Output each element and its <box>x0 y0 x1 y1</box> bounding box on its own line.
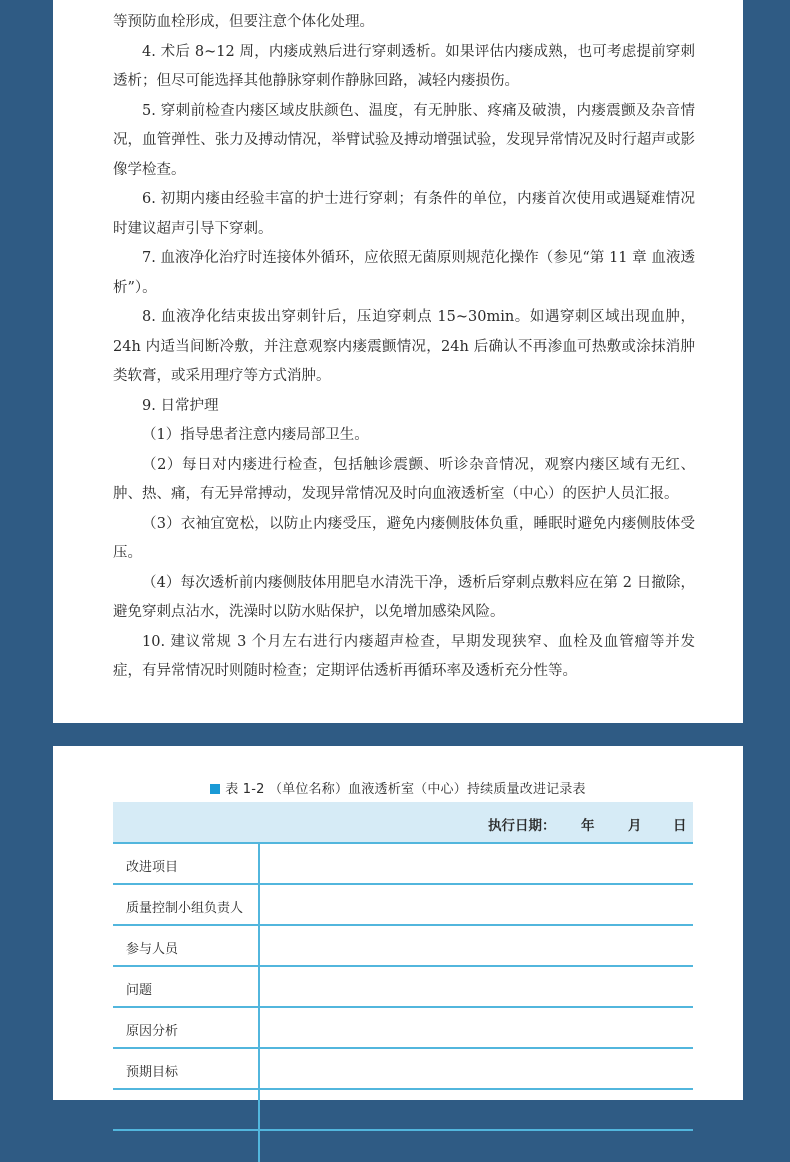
paragraph-item-9-3: （3）衣袖宜宽松，以防止内瘘受压，避免内瘘侧肢体负重，睡眠时避免内瘘侧肢体受压。 <box>113 515 695 561</box>
paragraph-item-9-1: （1）指导患者注意内瘘局部卫生。 <box>142 427 369 443</box>
caption-square-icon <box>210 784 220 794</box>
table-row <box>113 1090 693 1131</box>
table-column-divider <box>258 842 260 1162</box>
row-label: 问题 <box>126 983 153 998</box>
paragraph-item-7: 7. 血液净化治疗时连接体外循环，应依照无菌原则规范化操作（参见“第 11 章 血液透析”）。 <box>113 250 695 296</box>
table-row <box>113 926 693 967</box>
table-row <box>113 1008 693 1049</box>
row-label: 改进项目 <box>126 860 179 875</box>
row-label: 质量控制小组负责人 <box>126 901 244 916</box>
paragraph-item-10: 10. 建议常规 3 个月左右进行内瘘超声检查，早期发现狭窄、血栓及血管瘤等并发症，有异常情况时则随时检查；定期评估透析再循环率及透析充分性等。 <box>113 633 695 679</box>
date-day: 日 <box>673 818 687 834</box>
paragraph-item-6: 6. 初期内瘘由经验丰富的护士进行穿刺；有条件的单位，内瘘首次使用或遇疑难情况时建议超声引导下穿刺。 <box>113 191 695 237</box>
table-row <box>113 1049 693 1090</box>
paragraph-item-8: 8. 血液净化结束拔出穿刺针后，压迫穿刺点 15~30min。如遇穿刺区域出现血肿，24h 内适当间断冷敷，并注意观察内瘘震颤情况，24h 后确认不再渗血可热敷或涂抹消肿类软膏，或采用理疗等方式消肿。 <box>113 309 695 384</box>
date-month: 月 <box>628 818 642 834</box>
row-label: 参与人员 <box>126 942 179 957</box>
row-label: 预期目标 <box>126 1065 179 1080</box>
paragraph-item-9: 9. 日常护理 <box>142 397 219 414</box>
quality-record-table <box>113 802 693 1131</box>
row-label: 原因分析 <box>126 1024 179 1039</box>
table-row <box>113 844 693 885</box>
paragraph-item-5: 5. 穿刺前检查内瘘区域皮肤颜色、温度，有无肿胀、疼痛及破溃，内瘘震颤及杂音情况，血管弹性、张力及搏动情况，举臂试验及搏动增强试验，发现异常情况及时行超声或影像学检查。 <box>113 102 695 178</box>
text-page <box>53 0 743 723</box>
table-row <box>113 967 693 1008</box>
date-label: 执行日期： <box>488 818 556 834</box>
table-row <box>113 885 693 926</box>
table-caption <box>53 778 743 797</box>
paragraph-continuation: 等预防血栓形成，但要注意个体化处理。 <box>113 14 374 30</box>
date-year: 年 <box>581 818 595 834</box>
paragraph-item-9-4: （4）每次透析前内瘘侧肢体用肥皂水清洗干净，透析后穿刺点敷料应在第 2 日撤除，避免穿刺点沾水，洗澡时以防水贴保护，以免增加感染风险。 <box>113 574 695 620</box>
table-header <box>113 802 693 844</box>
table-page <box>53 746 743 1100</box>
paragraph-item-9-2: （2）每日对内瘘进行检查，包括触诊震颤、听诊杂音情况，观察内瘘区域有无红、肿、热、痛，有无异常搏动，发现异常情况及时向血液透析室（中心）的医护人员汇报。 <box>113 456 695 502</box>
table-caption-text: 表 1-2 （单位名称）血液透析室（中心）持续质量改进记录表 <box>225 782 586 797</box>
paragraph-item-4: 4. 术后 8~12 周，内瘘成熟后进行穿刺透析。如果评估内瘘成熟，也可考虑提前穿刺透析；但尽可能选择其他静脉穿刺作静脉回路，减轻内瘘损伤。 <box>113 43 695 89</box>
